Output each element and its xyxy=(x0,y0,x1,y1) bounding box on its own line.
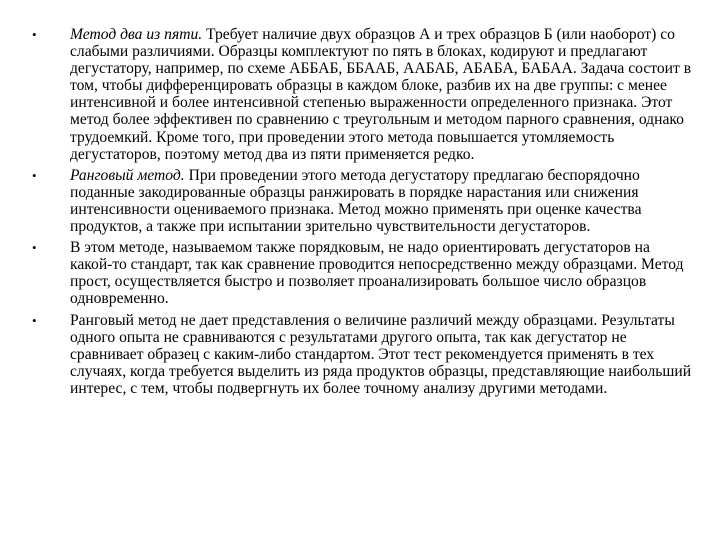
item-text: При проведении этого метода дегустатору предлагаю беспорядочно поданные закодированные образцы ранжировать в порядке нарастания или снижения интенсивности оцениваемого признака. Метод можно применять при оценке качества продуктов, а также при испытании зрительно чувствительности дегустаторов. xyxy=(70,166,642,236)
item-text: Требует наличие двух образцов А и трех образцов Б (или наоборот) со слабыми различиями. Образцы комплектуют по пять в блоках, кодируют и предлагают дегустатору, например, по схеме АББАБ, ББААБ, ААБАБ, АБАБА, БАБАА. Задача состоит в том, чтобы дифференцировать образцы в каждом блоке, разбив их на две группы: с менее интенсивной и более интенсивной степенью выраженности определенного признака. Этот метод более эффективен по сравнению с треугольным и методом парного сравнения, однако трудоемкий. Кроме того, при проведении этого метода повышается утомляемость дегустаторов, поэтому метод два из пяти применяется редко. xyxy=(70,26,692,163)
bullet-item-ordinal xyxy=(32,239,692,307)
method-term: Ранговый метод. xyxy=(70,166,185,184)
bullet-icon: • xyxy=(32,312,37,328)
method-term: Метод два из пяти. xyxy=(70,26,203,43)
bullet-item-limitations xyxy=(32,312,692,397)
item-text: Ранговый метод не дает представления о величине различий между образцами. Результаты одного опыта не сравниваются с результатами другого опыта, так как дегустатор не сравнивает образец с каким-либо стандартом. Этот тест рекомендуется применять в тех случаях, когда требуется выделить из ряда продуктов образцы, представляющие наибольший интерес, с тем, чтобы подвергнуть их более точному анализу другими методами. xyxy=(70,311,692,397)
bullet-list xyxy=(32,26,692,397)
bullet-icon: • xyxy=(32,167,37,183)
bullet-item-ranking-method xyxy=(32,167,692,235)
item-text: В этом методе, называемом также порядковым, не надо ориентировать дегустаторов на какой-то стандарт, так как сравнение проводится непосредственно между образцами. Метод прост, осуществляется быстро и позволяет проанализировать большое число образцов одновременно. xyxy=(70,239,684,308)
bullet-item-two-of-five xyxy=(32,26,692,163)
bullet-icon: • xyxy=(32,27,37,42)
bullet-icon: • xyxy=(32,240,37,256)
